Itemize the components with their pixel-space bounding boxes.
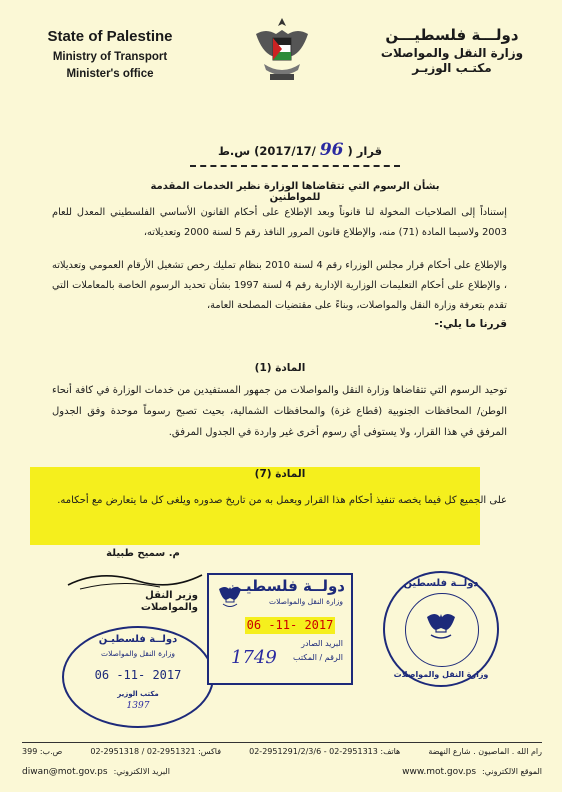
stamp-left-office: مكتب الوزير xyxy=(117,690,159,698)
footer-fax-value: 02-2951318 / 02-2951321 xyxy=(90,747,196,756)
stamp-rect-ministry: وزارة النقل والمواصلات xyxy=(269,597,343,606)
footer-divider xyxy=(22,742,542,743)
footer-phone-label: هاتف: xyxy=(380,747,401,756)
minister-office-stamp xyxy=(62,626,214,728)
footer-email xyxy=(22,767,170,777)
footer-phone-value: 02-2951291/2/3/6 - 02-2951313 xyxy=(249,747,378,756)
footer-fax-label: فاكس: xyxy=(198,747,222,756)
seal-bottom-text: وزارة النقل والمواصلات xyxy=(393,670,489,679)
header-en-state: State of Palestine xyxy=(47,28,173,45)
footer-fax xyxy=(90,747,221,756)
ministry-round-seal xyxy=(383,571,499,687)
outgoing-mail-stamp xyxy=(207,573,353,685)
footer-phone xyxy=(249,747,400,756)
footer-email-label: البريد الالكتروني: xyxy=(113,767,170,776)
stamp-rect-date: 06 -11- 2017 xyxy=(246,618,334,632)
footer-website xyxy=(402,767,542,777)
header-ar-state: دولـــة فلسطيـــن xyxy=(385,26,519,44)
decision-label: قرار ( xyxy=(347,144,383,158)
decision-number-line xyxy=(190,140,410,160)
stamp-left-ref: 1397 xyxy=(126,701,150,711)
header-arabic xyxy=(367,26,537,77)
preamble-paragraph-2: والإطلاع على أحكام قرار مجلس الوزراء رقم 4 لسنة 2010 بنظام تمليك رخص تشغيل الأرقام العمومي وتعديلاته ، والإطلاع على أحكام التعليمات الوزارية الإدارية رقم 4 لسنة 1997 بشأن تحديد الرسوم الخاصة بالمعاملات التي تقدم بتعرفة وزارة النقل والمواصلات، وبناءً على مقتضيات المصلحة العامة، xyxy=(52,260,507,311)
decision-number: 96 xyxy=(319,140,344,160)
seal-top-text: دولــة فلسطين xyxy=(403,578,479,589)
article-1-title: المادة (1) xyxy=(254,362,306,374)
header-ar-ministry: وزارة النقل والمواصلات xyxy=(380,45,524,60)
dashed-divider xyxy=(190,165,400,167)
article-7-title: المادة (7) xyxy=(254,468,306,480)
decree-subject: بشأن الرسوم التي تتقاضاها الوزارة نظير الخدمات المقدمة للمواطنين xyxy=(150,181,440,203)
article-1-text: توحيد الرسوم التي تتقاضاها وزارة النقل والمواصلات من جمهور المستفيدين من خدمات الوزارة في كافة أنحاء الوطن/ المحافظات الجنوبية (قطاع غزة) والمحافظات الشمالية، بحيث تصبح رسوماً موحدة وفق الجدول المرفق في هذا القرار، ولا يستوفى أي رسوم أخرى غير واردة في الجدول المرفق. xyxy=(52,385,507,438)
footer-pobox-value: 399 xyxy=(22,747,38,756)
footer-address: رام الله . الماصيون . شارع النهضة xyxy=(428,747,542,756)
palestine-eagle-emblem-icon xyxy=(252,12,312,84)
seal-eagle-icon xyxy=(425,607,457,643)
stamp-left-state: دولــة فلسطيـن xyxy=(98,634,178,645)
signatory-role: وزير النقل والمواصلات xyxy=(140,590,198,613)
article-7-text: على الجميع كل فيما يخصه تنفيذ أحكام هذا القرار ويعمل به من تاريخ صدوره ويلغى كل ما يتعارض مع أحكامه. xyxy=(57,495,507,506)
header-en-ministry: Ministry of Transport xyxy=(52,50,168,63)
footer-email-value[interactable]: diwan@mot.gov.ps xyxy=(22,767,108,777)
footer-website-value[interactable]: www.mot.gov.ps xyxy=(402,767,477,777)
header-english xyxy=(30,28,190,82)
footer-web-row xyxy=(22,767,542,777)
handwritten-signature xyxy=(60,565,210,601)
footer-pobox xyxy=(22,747,62,756)
decided-heading: قررنا ما يلي:- xyxy=(434,318,507,330)
footer-website-label: الموقع الالكتروني: xyxy=(482,767,542,776)
header-en-office: Minister's office xyxy=(66,68,154,81)
decision-year: /2017/17) س.ط xyxy=(217,144,316,158)
stamp-rect-outgoing: البريد الصادر xyxy=(301,639,343,648)
stamp-left-ministry: وزارة النقل والمواصلات xyxy=(101,649,175,658)
footer-contact-row xyxy=(22,747,542,756)
header-ar-office: مكتـب الوزيـر xyxy=(412,61,492,76)
preamble-paragraph-1: إستناداً إلى الصلاحيات المخولة لنا قانوناً وبعد الإطلاع على أحكام القانون الأساسي الفلسطيني المعدل للعام 2003 ولاسيما المادة (71) منه، والإطلاع قانون المرور النافذ رقم 5 لسنة 2000 وتعديلاته، xyxy=(52,207,507,238)
stamp-left-date: 06 -11- 2017 xyxy=(94,668,182,682)
stamp-rect-number-label: الرقم / المكتب xyxy=(293,653,343,662)
signatory-name: م. سميح طبيلة xyxy=(106,548,180,559)
stamp-rect-state: دولــة فلسطيـن xyxy=(227,577,345,595)
stamp-rect-registry-number: 1749 xyxy=(231,647,277,668)
footer-pobox-label: ص.ب: xyxy=(39,747,63,756)
